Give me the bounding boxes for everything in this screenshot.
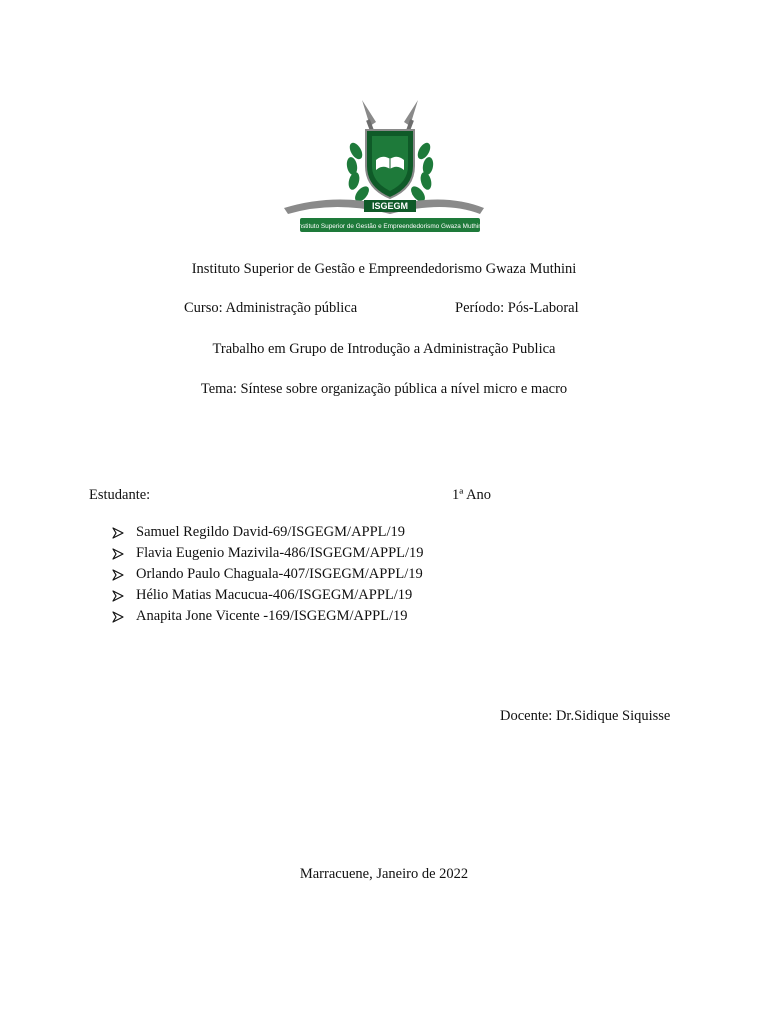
work-title: Trabalho em Grupo de Introdução a Administração Publica	[212, 341, 556, 357]
teacher-label: Docente: Dr.Sidique Siquisse	[500, 708, 671, 724]
list-item	[112, 543, 424, 564]
institution-logo	[276, 96, 492, 238]
list-item	[112, 606, 424, 627]
arrow-bullet-icon	[112, 548, 124, 560]
logo-title-text: ISGEGM	[371, 201, 409, 211]
arrow-bullet-icon	[112, 590, 124, 602]
course-label: Curso: Administração pública	[184, 300, 358, 316]
place-date: Marracuene, Janeiro de 2022	[299, 866, 469, 882]
period-label: Período: Pós-Laboral	[455, 300, 579, 316]
shield-emblem	[366, 130, 414, 198]
students-list	[112, 522, 424, 627]
institution-name: Instituto Superior de Gestão e Empreendedorismo Gwaza Muthini	[191, 261, 577, 277]
student-name: Samuel Regildo David-69/ISGEGM/APPL/19	[136, 524, 406, 540]
institution-logo-graphic	[276, 96, 492, 238]
arrow-bullet-icon	[112, 611, 124, 623]
list-item	[112, 585, 424, 606]
theme-title: Tema: Síntese sobre organização pública a nível micro e macro	[200, 381, 568, 397]
arrow-bullet-icon	[112, 569, 124, 581]
logo-ribbon-text: Instituto Superior de Gestão e Empreendedorismo Gwaza Muthini	[296, 223, 484, 230]
list-item	[112, 564, 424, 585]
student-name: Orlando Paulo Chaguala-407/ISGEGM/APPL/19	[136, 566, 423, 582]
student-name: Hélio Matias Macucua-406/ISGEGM/APPL/19	[136, 587, 413, 603]
list-item	[112, 522, 424, 543]
year-label: 1ª Ano	[452, 487, 492, 503]
student-name: Anapita Jone Vicente -169/ISGEGM/APPL/19	[136, 608, 408, 624]
arrow-bullet-icon	[112, 527, 124, 539]
student-name: Flavia Eugenio Mazivila-486/ISGEGM/APPL/19	[136, 545, 424, 561]
students-label: Estudante:	[89, 487, 151, 503]
